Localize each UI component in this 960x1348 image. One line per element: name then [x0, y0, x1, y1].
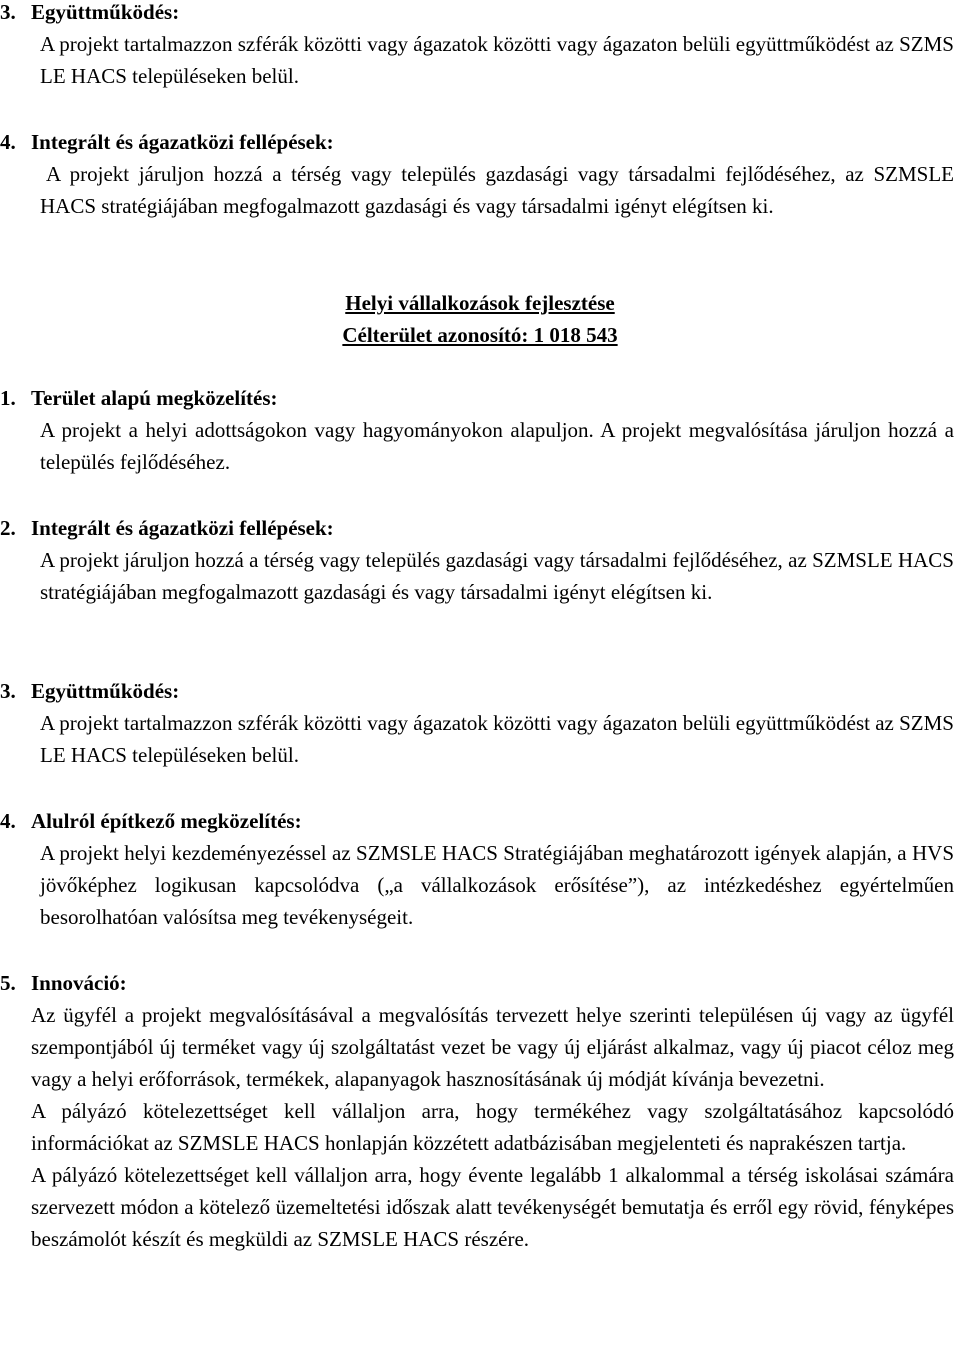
criterion-title: Innováció: [31, 971, 127, 995]
criterion-text [40, 28, 954, 92]
criterion-title: Integrált és ágazatközi fellépések: [31, 516, 334, 540]
criterion-text [40, 837, 954, 933]
criterion-number: 1. [0, 386, 16, 410]
paragraph: Az ügyfél a projekt megvalósításával a megvalósítás tervezett helye szerinti településen új vagy az ügyfél szempontjából új terméket vagy új szolgáltatást vezet be vagy új eljárást alkalmaz, vagy új piacot céloz meg vagy a helyi erőforrások, termékek, alapanyagok hasznosításának új módját kívánja bevezetni. [31, 1003, 954, 1091]
paragraph: A projekt a helyi adottságokon vagy hagyományokon alapuljon. A projekt megvalósítása járuljon hozzá a település fejlődéséhez. [40, 418, 954, 474]
criterion-number: 3. [0, 679, 16, 703]
paragraph: A pályázó kötelezettséget kell vállaljon arra, hogy évente legalább 1 alkalommal a térség iskolásai számára szervezett módon a kötelező üzemeltetési időszak alatt tevékenységét bemutatja és erről egy rövid, fényképes beszámolót készít és megküldi az SZMSLE HACS részére. [31, 1163, 954, 1251]
criterion-title: Integrált és ágazatközi fellépések: [31, 130, 334, 154]
criterion-number: 2. [0, 516, 16, 540]
criterion-title: Együttműködés: [31, 679, 180, 703]
section-title: Helyi vállalkozások fejlesztése [345, 291, 615, 315]
criterion-text [40, 414, 954, 478]
target-area-id: Célterület azonosító: 1 018 543 [342, 323, 618, 347]
criterion-number: 4. [0, 809, 16, 833]
criterion-number: 4. [0, 130, 16, 154]
criterion-number: 5. [0, 971, 16, 995]
paragraph: A projekt helyi kezdeményezéssel az SZMSLE HACS Stratégiájában meghatározott igények alapján, a HVS jövőképhez logikusan kapcsolódva („a vállalkozások erősítése”), az intézkedéshez egyértelműen besorolhatóan valósítsa meg tevékenységeit. [40, 841, 954, 929]
criterion-text [40, 707, 954, 771]
paragraph: A projekt járuljon hozzá a térség vagy település gazdasági vagy társadalmi fejlődéséhez, az SZMSLE HACS stratégiájában megfogalmazott gazdasági és vagy társadalmi igényt elégítsen ki. [40, 162, 954, 218]
paragraph: A projekt tartalmazzon szférák közötti vagy ágazatok közötti vagy ágazaton belüli együttműködést az SZMS LE HACS településeken belül. [40, 711, 954, 767]
paragraph: A projekt járuljon hozzá a térség vagy település gazdasági vagy társadalmi fejlődéséhez, az SZMSLE HACS stratégiájában megfogalmazott gazdasági és vagy társadalmi igényt elégítsen ki. [40, 548, 954, 604]
criterion-number: 3. [0, 0, 16, 24]
criterion-text [31, 999, 954, 1255]
criterion-text [40, 158, 954, 222]
paragraph: A pályázó kötelezettséget kell vállaljon arra, hogy termékéhez vagy szolgáltatásához kapcsolódó információkat az SZMSLE HACS honlapján közzétett adatbázisában megjelenteti és naprakészen tartja. [31, 1099, 954, 1155]
criterion-title: Alulról építkező megközelítés: [31, 809, 302, 833]
criterion-title: Terület alapú megközelítés: [31, 386, 278, 410]
criterion-text [40, 544, 954, 608]
criterion-title: Együttműködés: [31, 0, 180, 24]
paragraph: A projekt tartalmazzon szférák közötti vagy ágazatok közötti vagy ágazaton belüli együttműködést az SZMS LE HACS településeken belül. [40, 32, 954, 88]
